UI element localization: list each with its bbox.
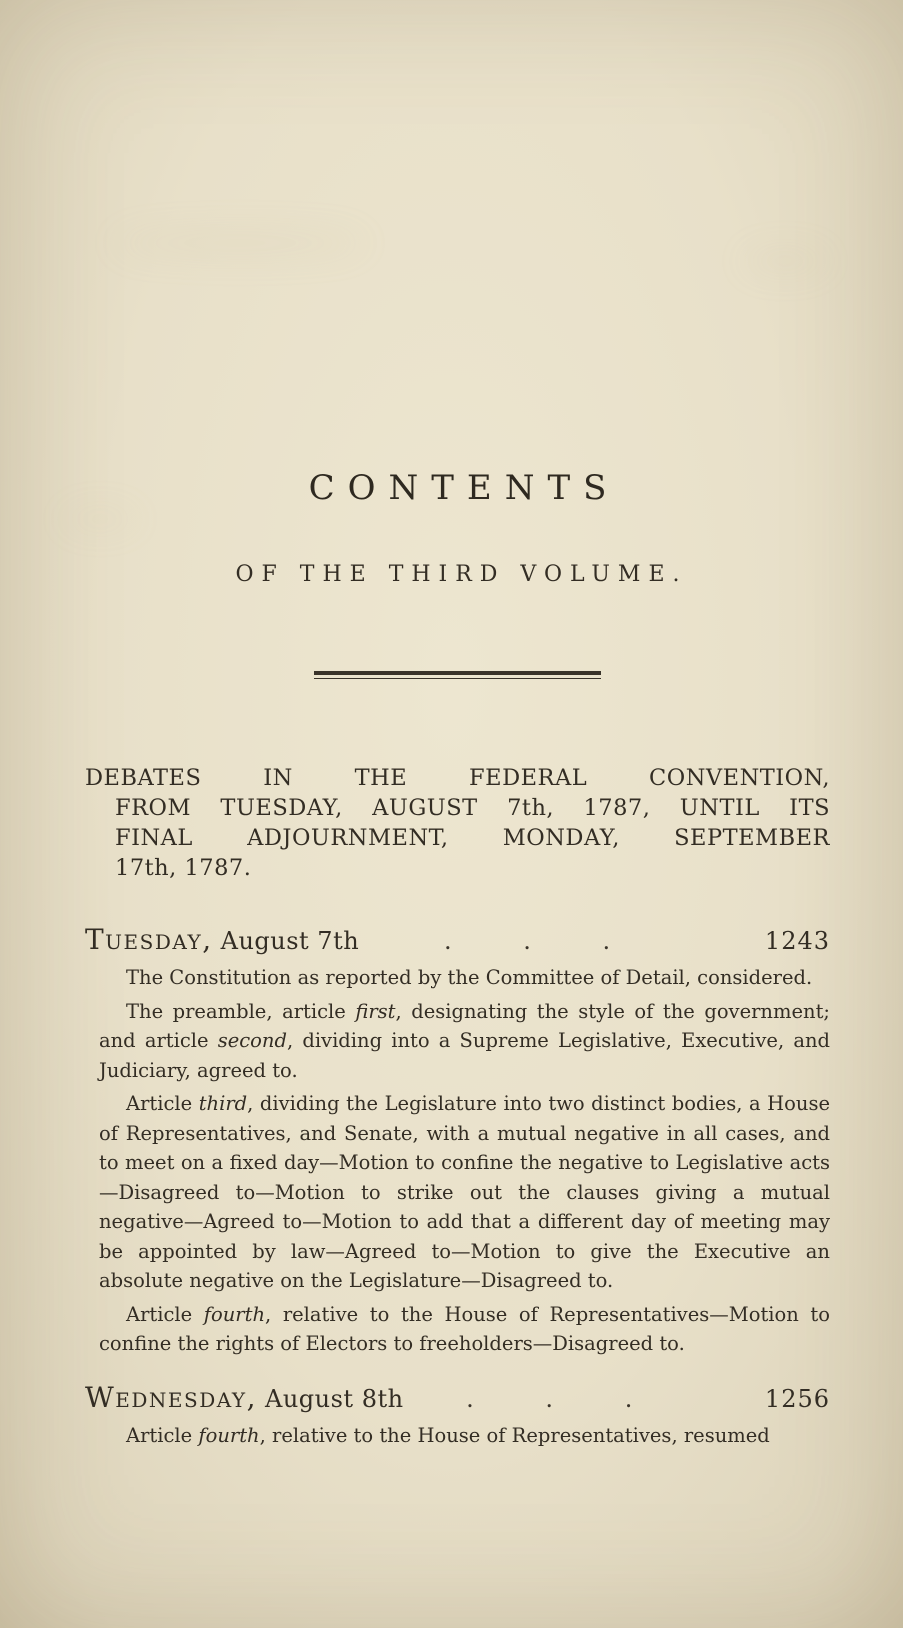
section-heading-line: DEBATES IN THE FEDERAL CONVENTION, xyxy=(85,765,830,791)
leader-dots: . . . xyxy=(466,1384,633,1413)
toc-entry-description xyxy=(99,1421,830,1451)
text-run: Article xyxy=(126,1092,199,1115)
text-run: , relative to the House of Representatives—Motion to confine the rights of Electors to freeholders—Disagreed to. xyxy=(99,1302,831,1355)
toc-entry-date: August 8th xyxy=(265,1384,404,1413)
text-run: , dividing the Legislature into two distinct bodies, a House of Representatives, and Senate, with a mutual negative in all cases, and to meet on a fixed day—Motion to confine the negative to Legislative acts—Disagreed to—Motion to strike out the clauses giving a mutual negative—Agreed to—Motion to add that a different day of meeting may be appointed by law—Agreed to—Motion to give the Executive an absolute negative on the Legislature—Disagreed to. xyxy=(99,1092,830,1292)
text-run: third xyxy=(198,1092,248,1115)
toc-entry-description xyxy=(99,963,830,993)
toc-entry-page-number: 1256 xyxy=(764,1384,830,1413)
text-run: Article xyxy=(126,1423,199,1447)
toc-entry-description xyxy=(99,997,830,1086)
toc-entry-date: August 7th xyxy=(220,927,360,955)
toc-entry-description xyxy=(99,1089,830,1296)
text-run: The preamble, article xyxy=(126,999,356,1023)
text-run: Article xyxy=(126,1302,204,1326)
section-heading xyxy=(85,763,830,883)
divider-rule xyxy=(314,671,601,679)
text-run: first xyxy=(355,999,396,1023)
text-run: fourth xyxy=(203,1302,266,1326)
text-run: , designating the style of the government; and article xyxy=(99,999,830,1052)
toc-entry xyxy=(85,923,830,1359)
text-run: , dividing into a Supreme Legislative, Executive, and Judiciary, agreed to. xyxy=(99,1029,830,1082)
toc-entry-day: Wednesday, xyxy=(85,1380,257,1414)
section-heading-line: 17th, 1787. xyxy=(115,855,252,881)
toc-entry-line xyxy=(85,1381,830,1414)
page-title: CONTENTS xyxy=(308,468,620,508)
toc-entry xyxy=(85,1381,830,1451)
toc-entry-day: Tuesday, xyxy=(85,923,213,956)
toc-entry-description xyxy=(99,1300,830,1359)
text-run: fourth xyxy=(198,1423,260,1447)
toc-entry-line xyxy=(85,923,830,956)
section-heading-line: FROM TUESDAY, AUGUST 7th, 1787, UNTIL ITS xyxy=(115,795,830,821)
text-run: The Constitution as reported by the Committee of Detail, considered. xyxy=(126,966,813,989)
toc-entry-page-number: 1243 xyxy=(764,927,830,955)
section-heading-line: FINAL ADJOURNMENT, MONDAY, SEPTEMBER xyxy=(115,825,830,851)
page-subtitle: OF THE THIRD VOLUME. xyxy=(235,562,688,587)
text-run: , relative to the House of Representatives, resumed xyxy=(259,1423,770,1447)
text-run: second xyxy=(217,1029,287,1052)
leader-dots: . . . xyxy=(443,927,611,955)
